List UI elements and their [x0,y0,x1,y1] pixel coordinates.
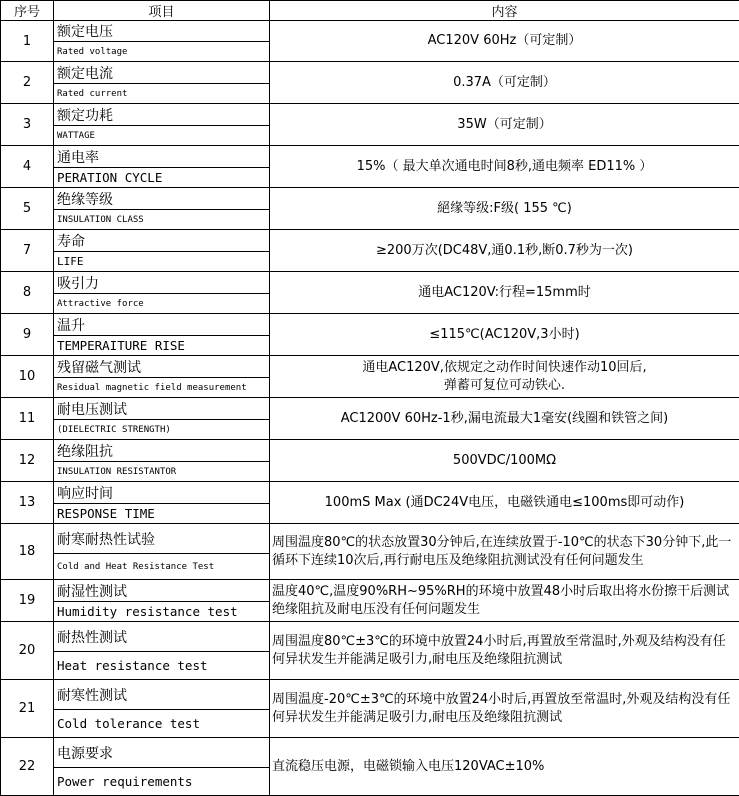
item-name-en: (DIELECTRIC STRENGTH) [54,420,270,440]
item-name-en: TEMPERAITURE RISE [54,336,270,356]
item-name-en: WATTAGE [54,126,270,146]
item-name-zh: 绝缘阻抗 [54,440,270,462]
item-content: 35W（可定制） [270,104,739,146]
header-content: 内容 [270,1,739,21]
table-row [1,104,739,126]
row-number: 2 [1,62,54,104]
item-name-en: Humidity resistance test [54,602,270,622]
table-row [1,482,739,504]
item-name-en: Heat resistance test [54,652,270,680]
item-name-zh: 残留磁气测试 [54,356,270,378]
item-name-zh: 耐寒性测试 [54,680,270,710]
table-row [1,356,739,378]
row-number: 22 [1,738,54,796]
table-row [1,314,739,336]
item-content: 絕缘等级:F级( 155 ℃) [270,188,739,230]
item-name-en: RESPONSE TIME [54,504,270,524]
item-name-zh: 温升 [54,314,270,336]
item-name-en: PERATION CYCLE [54,168,270,188]
item-name-zh: 额定电流 [54,62,270,84]
table-row [1,738,739,768]
item-content: 周围温度-20℃±3℃的环境中放置24小时后,再置放至常温时,外观及结构没有任何异状发生并能满足吸引力,耐电压及绝缘阻抗测试 [270,680,739,738]
item-content: 周围温度80℃±3℃的环境中放置24小时后,再置放至常温时,外观及结构没有任何异状发生并能满足吸引力,耐电压及绝缘阻抗测试 [270,622,739,680]
row-number: 7 [1,230,54,272]
item-content: 500VDC/100MΩ [270,440,739,482]
item-name-en: INSULATION CLASS [54,210,270,230]
table-row [1,580,739,602]
item-name-en: INSULATION RESISTANTOR [54,462,270,482]
table-row [1,524,739,554]
row-number: 19 [1,580,54,622]
item-name-zh: 额定电压 [54,21,270,42]
item-name-en: Rated current [54,84,270,104]
item-name-zh: 寿命 [54,230,270,252]
item-content: 直流稳压电源，电磁锁输入电压120VAC±10% [270,738,739,796]
item-name-zh: 耐电压测试 [54,398,270,420]
item-content: 周围温度80℃的状态放置30分钟后,在连续放置于-10℃的状态下30分钟下,此一循环下连续10次后,再行耐电压及绝缘阻抗测试没有任何问题发生 [270,524,739,580]
item-name-en: Cold tolerance test [54,710,270,738]
row-number: 9 [1,314,54,356]
item-name-zh: 通电率 [54,146,270,168]
row-number: 21 [1,680,54,738]
item-content: 15%（ 最大单次通电时间8秒,通电频率 ED11% ） [270,146,739,188]
item-name-zh: 耐热性测试 [54,622,270,652]
item-name-zh: 电源要求 [54,738,270,768]
table-row [1,146,739,168]
item-name-zh: 响应时间 [54,482,270,504]
item-name-zh: 耐寒耐热性试验 [54,524,270,554]
row-number: 18 [1,524,54,580]
item-name-zh: 绝缘等级 [54,188,270,210]
row-number: 8 [1,272,54,314]
item-content: 通电AC120V:行程=15mm时 [270,272,739,314]
item-name-zh: 额定功耗 [54,104,270,126]
item-name-en: Cold and Heat Resistance Test [54,554,270,580]
header-row [1,1,739,21]
table-row [1,230,739,252]
row-number: 1 [1,21,54,62]
table-row [1,440,739,462]
item-name-en: Residual magnetic field measurement [54,378,270,398]
row-number: 4 [1,146,54,188]
row-number: 5 [1,188,54,230]
item-content: AC1200V 60Hz-1秒,漏电流最大1毫安(线圈和铁管之间) [270,398,739,440]
item-content: 温度40℃,温度90%RH~95%RH的环境中放置48小时后取出将水份擦干后测试绝缘阻抗及耐电压没有任何问题发生 [270,580,739,622]
header-item: 项目 [54,1,270,21]
item-name-en: LIFE [54,252,270,272]
item-content: ≤115℃(AC120V,3小时) [270,314,739,356]
item-content: 0.37A（可定制） [270,62,739,104]
table-row [1,21,739,42]
row-number: 13 [1,482,54,524]
table-row [1,398,739,420]
header-no: 序号 [1,1,54,21]
row-number: 10 [1,356,54,398]
row-number: 3 [1,104,54,146]
table-row [1,622,739,652]
item-name-zh: 吸引力 [54,272,270,294]
spec-table-body [1,1,739,796]
table-row [1,62,739,84]
item-content: 100mS Max (通DC24V电压，电磁铁通电≤100ms即可动作) [270,482,739,524]
item-content: AC120V 60Hz（可定制） [270,21,739,62]
item-name-en: Power requirements [54,768,270,796]
item-name-zh: 耐湿性测试 [54,580,270,602]
table-row [1,680,739,710]
item-content: ≥200万次(DC48V,通0.1秒,断0.7秒为一次) [270,230,739,272]
table-row [1,188,739,210]
table-row [1,272,739,294]
item-content: 通电AC120V,依规定之动作时间快速作动10回后, 弹蓄可复位可动铁心. [270,356,739,398]
row-number: 20 [1,622,54,680]
item-name-en: Attractive force [54,294,270,314]
item-name-en: Rated voltage [54,42,270,62]
row-number: 11 [1,398,54,440]
row-number: 12 [1,440,54,482]
